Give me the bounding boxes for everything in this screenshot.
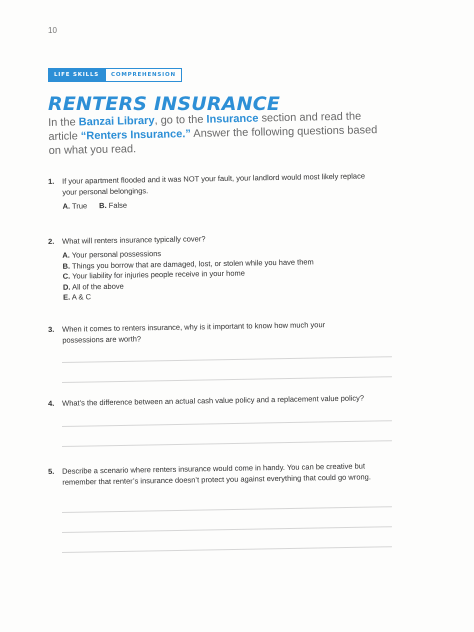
answer-line[interactable] [62, 356, 392, 363]
question-number: 2. [48, 236, 55, 246]
option-letter: C. [62, 271, 71, 281]
question-1 [48, 170, 379, 212]
intro-text: , go to the [154, 113, 207, 127]
question-3 [48, 319, 358, 346]
page-title: RENTERS INSURANCE [48, 93, 281, 115]
question-number: 5. [48, 466, 55, 476]
question-text: If your apartment flooded and it was NOT your fault, your landlord would most likely replace your personal belongings. [62, 171, 366, 197]
option-letter: E. [62, 292, 71, 302]
answer-line[interactable] [62, 420, 392, 427]
option-letter: B. [99, 200, 107, 211]
question-number: 1. [48, 176, 55, 186]
intro-text: section and read the article [48, 110, 362, 143]
option-text: False [108, 200, 128, 210]
section-name: Insurance [206, 112, 259, 126]
answer-line[interactable] [62, 440, 392, 447]
badge-comprehension: COMPREHENSION [105, 68, 182, 82]
question-2 [48, 230, 379, 303]
intro-text: In the [48, 116, 79, 129]
answer-options [62, 245, 379, 303]
option-text: Things you borrow that are damaged, lost, or stolen while you have them [71, 256, 314, 271]
option-letter: A. [62, 201, 71, 211]
question-text: What will renters insurance typically cover? [62, 234, 206, 246]
option-text: Your personal possessions [71, 249, 162, 260]
question-number: 4. [48, 398, 55, 408]
option-letter: A. [62, 250, 70, 260]
answer-options [62, 196, 378, 212]
option-text: A & C [71, 292, 92, 302]
question-number: 3. [48, 324, 55, 334]
option-a[interactable] [62, 201, 87, 212]
intro-text: Answer the following questions based on what you read. [48, 124, 378, 157]
question-5 [48, 460, 393, 488]
question-4 [48, 392, 408, 409]
question-text: What’s the difference between an actual cash value policy and a replacement value policy? [62, 393, 365, 408]
answer-line[interactable] [62, 526, 392, 533]
answer-line[interactable] [62, 376, 392, 383]
answer-line[interactable] [62, 546, 392, 553]
answer-line[interactable] [62, 506, 392, 513]
article-name: “Renters Insurance.” [80, 128, 191, 143]
option-letter: D. [62, 282, 71, 292]
question-text: When it comes to renters insurance, why is it important to know how much your possessions are worth? [62, 320, 326, 345]
badge-life-skills: LIFE SKILLS [48, 68, 105, 82]
option-b[interactable] [99, 201, 127, 212]
question-text: Describe a scenario where renters insurance would come in handy. You can be creative but remember that renter’s insurance doesn’t protect you against everything that could go wrong. [62, 461, 371, 487]
option-text: True [71, 201, 88, 211]
instructions [48, 109, 389, 158]
library-name: Banzai Library [78, 114, 155, 129]
option-text: Your liability for injuries people receive in your home [72, 268, 245, 281]
option-letter: B. [62, 261, 71, 271]
section-badge [48, 68, 182, 82]
page-number: 10 [48, 26, 57, 35]
option-text: All of the above [71, 281, 124, 292]
